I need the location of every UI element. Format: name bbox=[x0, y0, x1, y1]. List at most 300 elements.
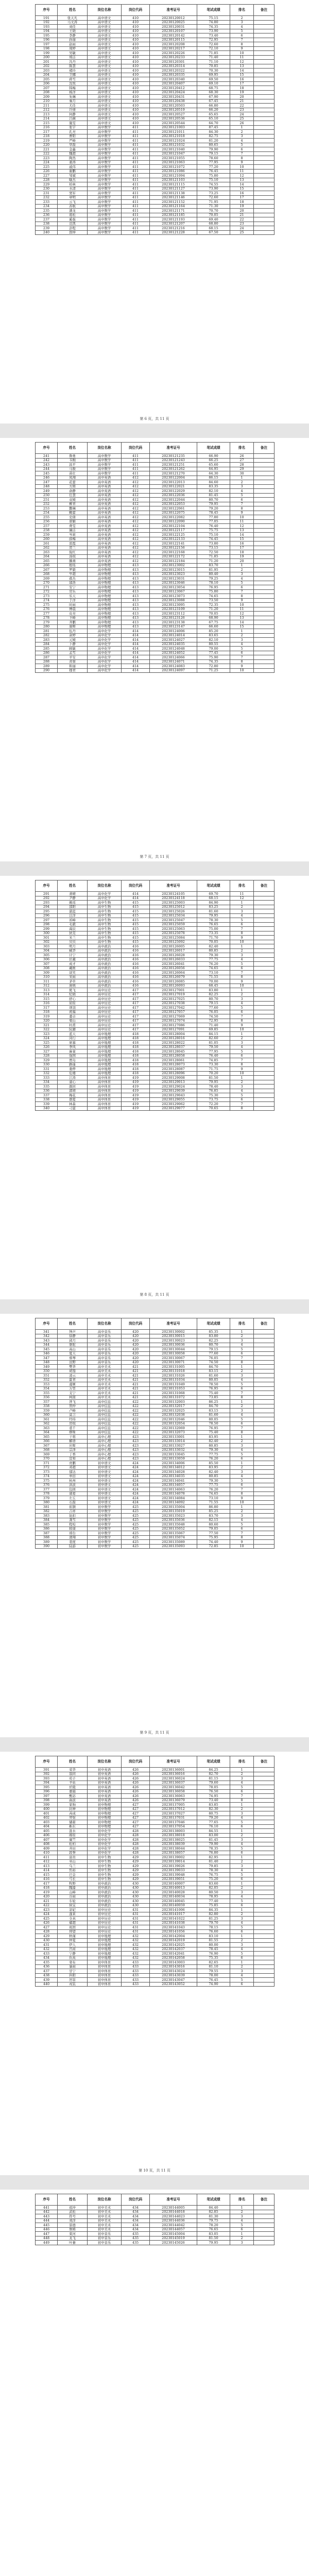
table-row bbox=[36, 1816, 274, 1820]
table-cell: 412 bbox=[122, 550, 150, 555]
table-cell: 19 bbox=[230, 554, 254, 559]
table-cell: 421 bbox=[122, 1369, 150, 1374]
table-cell: 426 bbox=[122, 1785, 150, 1790]
table-cell: 437 bbox=[36, 1969, 58, 1974]
table-cell: 413 bbox=[122, 563, 150, 568]
table-cell: 397 bbox=[36, 1794, 58, 1799]
table-cell: 315 bbox=[36, 997, 58, 1002]
table-header-row bbox=[36, 5, 274, 16]
table-cell: 81.60 bbox=[197, 1374, 230, 1378]
table-cell: 20230120115 bbox=[150, 38, 197, 42]
table-cell: 416 bbox=[122, 962, 150, 967]
table-cell: 姚瑶 bbox=[58, 901, 88, 905]
table-cell: 430 bbox=[36, 1938, 58, 1943]
table-cell: 20230142041 bbox=[150, 1952, 197, 1956]
table-cell: 4 bbox=[230, 957, 254, 962]
table-cell: 78.50 bbox=[197, 1421, 230, 1426]
table-cell: 高中物理 bbox=[88, 624, 122, 629]
table-cell: 71.85 bbox=[197, 554, 230, 559]
table-cell: 412 bbox=[122, 480, 150, 485]
table-cell: 10 bbox=[230, 1071, 254, 1076]
table-cell: 197 bbox=[36, 42, 58, 47]
table-cell: 300 bbox=[36, 931, 58, 936]
table-cell: 374 bbox=[36, 1474, 58, 1479]
table-cell: 汲水 bbox=[58, 1829, 88, 1834]
table-row bbox=[36, 1492, 274, 1496]
table-cell: 411 bbox=[36, 1855, 58, 1860]
table-cell: 251 bbox=[36, 498, 58, 502]
table-cell: 75.95 bbox=[197, 1535, 230, 1540]
table-cell: 侯宝 bbox=[58, 1903, 88, 1908]
table-cell: 6 bbox=[230, 1351, 254, 1356]
table-cell bbox=[254, 1001, 274, 1006]
table-cell: 18 bbox=[230, 550, 254, 555]
table-row bbox=[36, 1544, 274, 1549]
table-cell: 18 bbox=[230, 86, 254, 91]
table-row bbox=[36, 931, 274, 936]
table-cell: 20230120431 bbox=[150, 95, 197, 99]
table-row bbox=[36, 616, 274, 620]
table-cell bbox=[254, 1781, 274, 1785]
table-cell: 82.25 bbox=[197, 992, 230, 997]
table-cell: 413 bbox=[122, 572, 150, 577]
table-cell: 305 bbox=[36, 953, 58, 958]
table-cell: 高中物理 bbox=[88, 603, 122, 607]
table-cell: 刘洋 bbox=[58, 2218, 88, 2223]
column-header: 准考证号 bbox=[150, 880, 197, 892]
table-cell: 高中物理 bbox=[88, 607, 122, 612]
table-cell: 76.90 bbox=[197, 1952, 230, 1956]
table-cell: 309 bbox=[36, 971, 58, 975]
table-cell bbox=[254, 1006, 274, 1010]
table-cell: 6 bbox=[230, 1054, 254, 1058]
table-cell: 庞统 bbox=[58, 984, 88, 988]
table-cell: 427 bbox=[122, 1816, 150, 1820]
table-cell: 207 bbox=[36, 86, 58, 91]
table-cell: 411 bbox=[122, 204, 150, 209]
table-cell bbox=[254, 1864, 274, 1869]
table-cell: 405 bbox=[36, 1829, 58, 1834]
table-row bbox=[36, 182, 274, 187]
table-cell: 高中信息 bbox=[88, 1430, 122, 1435]
table-cell: 6 bbox=[230, 1789, 254, 1794]
table-row bbox=[36, 33, 274, 38]
table-cell: 20230130044 bbox=[150, 1347, 197, 1352]
table-cell bbox=[254, 169, 274, 174]
table-cell: 429 bbox=[122, 1859, 150, 1864]
table-row bbox=[36, 1846, 274, 1851]
table-row bbox=[36, 200, 274, 205]
table-cell: 酆琳 bbox=[58, 506, 88, 511]
table-cell bbox=[254, 1956, 274, 1960]
table-cell: 20230132054 bbox=[150, 1421, 197, 1426]
table-cell: 伏羲 bbox=[58, 957, 88, 962]
table-cell: 高中历史 bbox=[88, 1006, 122, 1010]
table-cell: 257 bbox=[36, 524, 58, 529]
table-cell: 20230131034 bbox=[150, 1378, 197, 1382]
table-cell: 11 bbox=[230, 607, 254, 612]
table-cell: 352 bbox=[36, 1378, 58, 1382]
table-row bbox=[36, 16, 274, 21]
table-cell: 3 bbox=[230, 1811, 254, 1816]
table-cell: 高中英语 bbox=[88, 515, 122, 520]
table-cell: 346 bbox=[36, 1351, 58, 1356]
table-cell: 20230136024 bbox=[150, 1776, 197, 1781]
table-row bbox=[36, 1351, 274, 1356]
table-cell: 252 bbox=[36, 502, 58, 506]
table-cell: 83.70 bbox=[197, 1514, 230, 1518]
table-cell: 73.35 bbox=[197, 931, 230, 936]
table-cell: 高中体育 bbox=[88, 1084, 122, 1089]
table-cell: 248 bbox=[36, 484, 58, 489]
table-cell: 20230122021 bbox=[150, 484, 197, 489]
table-cell: 298 bbox=[36, 922, 58, 927]
table-cell: 424 bbox=[122, 1487, 150, 1492]
table-cell: 1 bbox=[230, 1365, 254, 1369]
table-row bbox=[36, 638, 274, 642]
table-cell: 68.75 bbox=[197, 86, 230, 91]
table-cell: 20230128022 bbox=[150, 1041, 197, 1045]
table-cell: 5 bbox=[230, 647, 254, 651]
table-cell: 6 bbox=[230, 966, 254, 971]
table-cell: 20230122168 bbox=[150, 550, 197, 555]
table-cell: 支宁 bbox=[58, 1391, 88, 1396]
table-cell: 425 bbox=[122, 1505, 150, 1510]
table-row bbox=[36, 1798, 274, 1803]
table-cell: 73.40 bbox=[197, 33, 230, 38]
table-cell: 82.40 bbox=[197, 1439, 230, 1444]
table-cell: 428 bbox=[122, 1829, 150, 1834]
table-cell: 穆青 bbox=[58, 668, 88, 673]
table-row bbox=[36, 489, 274, 494]
table-cell: 2 bbox=[230, 1938, 254, 1943]
table-row bbox=[36, 554, 274, 559]
table-cell: 高中生物 bbox=[88, 922, 122, 927]
table-cell: 初中英语 bbox=[88, 1785, 122, 1790]
table-cell: 20230132073 bbox=[150, 1430, 197, 1435]
table-cell: 余婷 bbox=[58, 633, 88, 638]
table-cell: 初中数学 bbox=[88, 1544, 122, 1549]
table-cell: 初中历史 bbox=[88, 1929, 122, 1934]
table-cell: 330 bbox=[36, 1062, 58, 1067]
table-cell: 高中数学 bbox=[88, 191, 122, 196]
table-cell: 76.10 bbox=[197, 1824, 230, 1829]
table-cell: 414 bbox=[36, 1868, 58, 1873]
table-cell: 73.10 bbox=[197, 1496, 230, 1501]
table-cell: 6 bbox=[230, 1903, 254, 1908]
table-cell: 皮亮 bbox=[58, 612, 88, 616]
table-cell: 初中物理 bbox=[88, 1824, 122, 1829]
table-cell: 75.30 bbox=[197, 1093, 230, 1098]
table-cell: 386 bbox=[36, 1527, 58, 1531]
table-cell: 2 bbox=[230, 130, 254, 134]
column-header: 排名 bbox=[230, 2194, 254, 2206]
table-cell: 高中数学 bbox=[88, 209, 122, 213]
table-cell: 8 bbox=[230, 594, 254, 599]
table-cell bbox=[254, 1444, 274, 1448]
table-cell bbox=[254, 984, 274, 988]
table-cell: 5 bbox=[230, 1382, 254, 1387]
table-cell: 410 bbox=[122, 60, 150, 64]
table-cell: 20230143047 bbox=[150, 1978, 197, 1982]
table-cell: 415 bbox=[122, 931, 150, 936]
table-cell: 1 bbox=[230, 1461, 254, 1466]
table-cell: 80.40 bbox=[197, 572, 230, 577]
table-cell: 8 bbox=[230, 1535, 254, 1540]
table-cell: 高中数学 bbox=[88, 143, 122, 147]
table-cell: 412 bbox=[122, 489, 150, 494]
table-cell: 84.55 bbox=[197, 1829, 230, 1834]
table-cell: 乐天 bbox=[58, 594, 88, 599]
table-cell: 高中心理 bbox=[88, 1456, 122, 1461]
table-cell: 390 bbox=[36, 1544, 58, 1549]
table-cell: 70.20 bbox=[197, 1071, 230, 1076]
table-cell: 8 bbox=[230, 42, 254, 47]
table-cell: 78.05 bbox=[197, 1785, 230, 1790]
table-cell: 20230134006 bbox=[150, 1461, 197, 1466]
table-row bbox=[36, 1452, 274, 1457]
table-cell: 20230126041 bbox=[150, 962, 197, 967]
table-cell: 313 bbox=[36, 988, 58, 993]
table-cell: 高中英语 bbox=[88, 511, 122, 515]
table-cell: 246 bbox=[36, 476, 58, 480]
table-cell: 230 bbox=[36, 187, 58, 191]
table-cell: 初中语文 bbox=[88, 1465, 122, 1470]
table-row bbox=[36, 195, 274, 200]
table-cell: 325 bbox=[36, 1041, 58, 1045]
table-cell: 20230127001 bbox=[150, 988, 197, 993]
table-cell: 20230127057 bbox=[150, 1010, 197, 1014]
table-row bbox=[36, 1084, 274, 1089]
table-cell: 1 bbox=[230, 1829, 254, 1834]
table-cell: 79.15 bbox=[197, 1001, 230, 1006]
table-cell bbox=[254, 1106, 274, 1111]
table-cell: 高中体育 bbox=[88, 1097, 122, 1102]
table-cell: 74.50 bbox=[197, 1014, 230, 1019]
table-cell: 431 bbox=[122, 1908, 150, 1912]
table-cell: 411 bbox=[122, 178, 150, 182]
table-cell bbox=[254, 1391, 274, 1396]
table-cell: 5 bbox=[230, 1820, 254, 1825]
table-cell bbox=[254, 1886, 274, 1890]
table-cell: 4 bbox=[230, 1001, 254, 1006]
table-cell: 初中英语 bbox=[88, 1781, 122, 1785]
table-cell: 414 bbox=[122, 633, 150, 638]
table-cell: 410 bbox=[122, 95, 150, 99]
table-cell: 20230137054 bbox=[150, 1824, 197, 1829]
column-header: 序号 bbox=[36, 443, 58, 454]
table-cell: 421 bbox=[122, 1365, 150, 1369]
table-cell: 20230123046 bbox=[150, 581, 197, 585]
table-cell: 411 bbox=[122, 147, 150, 152]
table-cell: 20230134063 bbox=[150, 1487, 197, 1492]
table-cell: 高中美术 bbox=[88, 1395, 122, 1400]
table-cell bbox=[254, 209, 274, 213]
table-row bbox=[36, 64, 274, 69]
table-cell: 11 bbox=[230, 169, 254, 174]
table-cell bbox=[254, 1527, 274, 1531]
table-cell: 20230122029 bbox=[150, 489, 197, 494]
table-cell: 封神 bbox=[58, 1807, 88, 1811]
table-cell: 19 bbox=[230, 204, 254, 209]
table-cell: 岑莉 bbox=[58, 533, 88, 537]
table-cell: 410 bbox=[122, 25, 150, 29]
column-header: 准考证号 bbox=[150, 1318, 197, 1330]
column-header: 岗位代码 bbox=[122, 1318, 150, 1330]
table-cell bbox=[254, 1032, 274, 1037]
table-row bbox=[36, 1338, 274, 1343]
table-cell: 高中信息 bbox=[88, 1417, 122, 1422]
table-cell: 280 bbox=[36, 624, 58, 629]
table-cell: 79.95 bbox=[197, 913, 230, 918]
table-cell: 384 bbox=[36, 1518, 58, 1522]
table-cell: 景德 bbox=[58, 2223, 88, 2228]
table-cell: 高中政治 bbox=[88, 975, 122, 979]
table-cell bbox=[254, 1894, 274, 1899]
table-cell: 410 bbox=[122, 77, 150, 82]
table-cell: 72.60 bbox=[197, 42, 230, 47]
table-cell: 432 bbox=[122, 1952, 150, 1956]
table-cell: 388 bbox=[36, 1535, 58, 1540]
table-cell: 20230139033 bbox=[150, 1868, 197, 1873]
table-cell: 224 bbox=[36, 160, 58, 165]
table-cell: 442 bbox=[36, 2210, 58, 2214]
table-cell bbox=[254, 77, 274, 82]
table-cell: 高中数学 bbox=[88, 213, 122, 217]
table-cell: 73.80 bbox=[197, 541, 230, 546]
table-cell: 243 bbox=[36, 463, 58, 467]
table-cell: 74.95 bbox=[197, 1794, 230, 1799]
table-cell: 430 bbox=[122, 1894, 150, 1899]
table-cell: 20230120424 bbox=[150, 90, 197, 95]
table-cell: 20230120012 bbox=[150, 16, 197, 21]
table-row bbox=[36, 1772, 274, 1776]
table-cell: 20230131049 bbox=[150, 1382, 197, 1387]
table-cell: 76.85 bbox=[197, 1089, 230, 1093]
table-cell: 1 bbox=[230, 2206, 254, 2210]
table-cell: 290 bbox=[36, 668, 58, 673]
table-row bbox=[36, 1522, 274, 1527]
table-cell: 初中政治 bbox=[88, 1882, 122, 1886]
table-cell: 80.00 bbox=[197, 1943, 230, 1947]
table-cell: 宓妃 bbox=[58, 1908, 88, 1912]
table-cell bbox=[254, 620, 274, 625]
table-cell: 高中生物 bbox=[88, 936, 122, 940]
table-cell: 72.35 bbox=[197, 603, 230, 607]
table-cell: 428 bbox=[122, 1846, 150, 1851]
table-cell: 80.85 bbox=[197, 1444, 230, 1448]
table-cell: 20230133032 bbox=[150, 1448, 197, 1452]
table-cell bbox=[254, 60, 274, 64]
table-cell: 411 bbox=[122, 200, 150, 205]
table-cell: 11 bbox=[230, 519, 254, 524]
table-cell: 7 bbox=[230, 38, 254, 42]
table-cell: 高中地理 bbox=[88, 1032, 122, 1037]
table-cell: 17 bbox=[230, 546, 254, 550]
table-cell: 20230121262 bbox=[150, 467, 197, 471]
table-row bbox=[36, 147, 274, 152]
table-cell: 20230132038 bbox=[150, 1413, 197, 1417]
table-row bbox=[36, 174, 274, 178]
table-row bbox=[36, 927, 274, 931]
table-cell: 20230137031 bbox=[150, 1816, 197, 1820]
table-cell: 426 bbox=[122, 1789, 150, 1794]
table-cell bbox=[254, 1947, 274, 1952]
table-cell: 邴原 bbox=[58, 1833, 88, 1838]
table-cell: 10 bbox=[230, 515, 254, 520]
table-cell: 高中数学 bbox=[88, 130, 122, 134]
table-cell bbox=[254, 1395, 274, 1400]
table-cell: 82.40 bbox=[197, 944, 230, 949]
table-cell: 高中数学 bbox=[88, 151, 122, 156]
table-cell: 20230139026 bbox=[150, 1864, 197, 1869]
table-cell bbox=[254, 86, 274, 91]
table-cell: 房琪 bbox=[58, 1421, 88, 1426]
table-cell: 24 bbox=[230, 112, 254, 117]
table-row bbox=[36, 975, 274, 979]
table-cell: 20230135019 bbox=[150, 1509, 197, 1514]
table-cell: 79.05 bbox=[197, 1527, 230, 1531]
table-cell: 428 bbox=[36, 1929, 58, 1934]
table-cell: 76.65 bbox=[197, 2227, 230, 2232]
table-cell: 20230132003 bbox=[150, 1400, 197, 1404]
table-cell: 高中语文 bbox=[88, 104, 122, 108]
table-cell bbox=[254, 909, 274, 914]
table-cell: 高中数学 bbox=[88, 165, 122, 170]
table-cell: 73.90 bbox=[197, 187, 230, 191]
table-cell: 79.90 bbox=[197, 1842, 230, 1846]
table-cell: 20230134057 bbox=[150, 1483, 197, 1487]
table-cell: 255 bbox=[36, 515, 58, 520]
table-cell: 4 bbox=[230, 1973, 254, 1978]
table-cell: 449 bbox=[36, 2241, 58, 2245]
table-cell: 68.80 bbox=[197, 222, 230, 226]
table-cell: 74.35 bbox=[197, 659, 230, 664]
table-cell: 20230126064 bbox=[150, 971, 197, 975]
table-cell: 成才 bbox=[58, 962, 88, 967]
table-cell: 平安 bbox=[58, 655, 88, 660]
table-cell: 20230120536 bbox=[150, 116, 197, 121]
table-cell: 256 bbox=[36, 519, 58, 524]
table-cell: 20230136016 bbox=[150, 1772, 197, 1776]
table-cell: 28 bbox=[230, 463, 254, 467]
table-cell: 423 bbox=[122, 1452, 150, 1457]
table-row bbox=[36, 957, 274, 962]
table-cell bbox=[254, 1505, 274, 1510]
table-cell bbox=[254, 922, 274, 927]
table-cell: 411 bbox=[122, 182, 150, 187]
table-cell: 27 bbox=[230, 458, 254, 463]
table-cell: 353 bbox=[36, 1382, 58, 1387]
table-cell: 312 bbox=[36, 984, 58, 988]
table-cell: 高中数学 bbox=[88, 217, 122, 222]
table-row bbox=[36, 948, 274, 953]
table-cell: 412 bbox=[122, 524, 150, 529]
table-cell: 5 bbox=[230, 1899, 254, 1904]
table-cell bbox=[254, 1772, 274, 1776]
table-cell: 71.95 bbox=[197, 200, 230, 205]
table-row bbox=[36, 892, 274, 896]
table-cell bbox=[254, 502, 274, 506]
table-cell: 12 bbox=[230, 896, 254, 901]
table-cell: 79.90 bbox=[197, 147, 230, 152]
table-cell: 332 bbox=[36, 1071, 58, 1076]
table-cell: 初中化学 bbox=[88, 1829, 122, 1834]
table-cell: 20230121193 bbox=[150, 217, 197, 222]
table-cell: 4 bbox=[230, 1448, 254, 1452]
table-cell: 20230133059 bbox=[150, 1456, 197, 1461]
table-cell: 64.30 bbox=[197, 471, 230, 476]
